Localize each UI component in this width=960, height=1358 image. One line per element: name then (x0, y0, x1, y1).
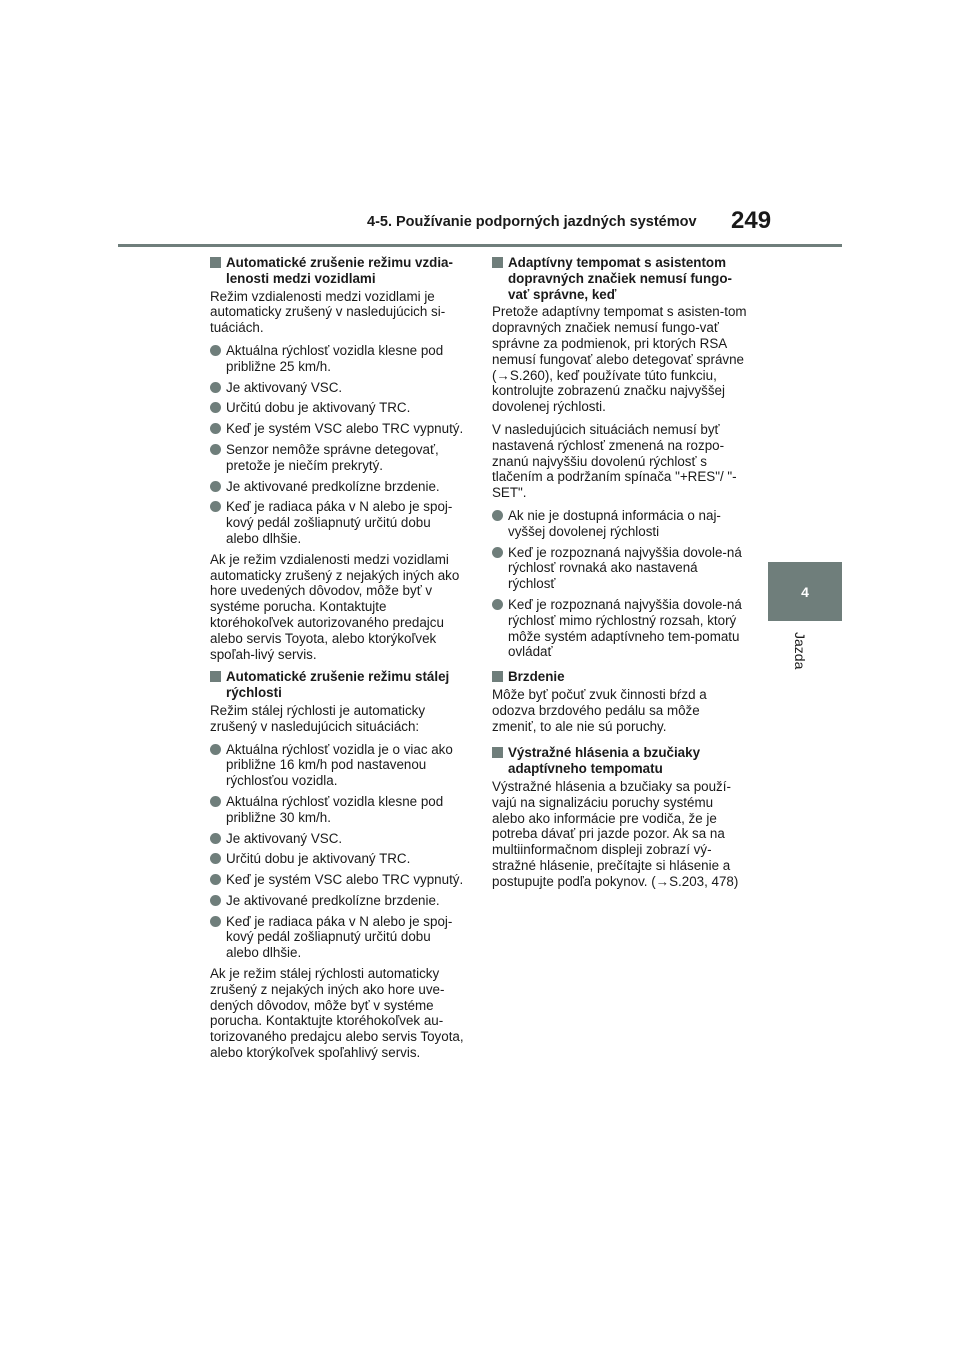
square-bullet-icon (492, 257, 503, 268)
circle-bullet-icon (492, 510, 503, 521)
section-heading (492, 669, 747, 685)
circle-bullet-icon (210, 895, 221, 906)
header-divider (118, 244, 842, 247)
paragraph: Režim stálej rýchlosti je automaticky zrušený v nasledujúcich situáciách: (210, 702, 426, 734)
square-bullet-icon (492, 671, 503, 682)
square-bullet-icon (210, 257, 221, 268)
circle-bullet-icon (210, 501, 221, 512)
chapter-tab-label: Jazda (792, 632, 808, 670)
list-item-text: Keď je rozpoznaná najvyššia dovole-ná rýchlosť mimo rýchlostný rozsah, ktorý môže systém adaptívneho tem-pomatu ovládať (508, 596, 742, 660)
square-bullet-icon (210, 671, 221, 682)
list-item (210, 872, 465, 888)
list-item (210, 343, 465, 375)
circle-bullet-icon (492, 547, 503, 558)
list-item (210, 851, 465, 867)
list-item (210, 914, 465, 961)
list-item-text: Aktuálna rýchlosť vozidla klesne pod približne 25 km/h. (226, 342, 444, 374)
heading-text: Automatické zrušenie režimu stálej rýchlosti (226, 669, 450, 701)
list-item (210, 794, 465, 826)
paragraph: Ak je režim stálej rýchlosti automaticky zrušený z nejakých iných ako hore uve-dených dôvodov, môže byť v systéme porucha. Kontaktujte ktoréhokoľvek au-torizovaného predajcu alebo servis Toyota, alebo ktorýkoľvek spoľahlivý servis. (210, 966, 464, 1061)
circle-bullet-icon (210, 874, 221, 885)
list-item (210, 442, 465, 474)
heading-text: Automatické zrušenie režimu vzdia-lenosti medzi vozidlami (226, 255, 453, 286)
section-heading (492, 255, 747, 302)
list-item-text: Ak nie je dostupná informácia o naj-vyššej dovolenej rýchlosti (508, 507, 721, 539)
list-item-text: Je aktivovaný VSC. (226, 379, 343, 395)
list-item-text: Je aktivované predkolízne brzdenie. (226, 478, 440, 494)
paragraph: Pretože adaptívny tempomat s asisten-tom dopravných značiek nemusí fungo-vať správne za podmienok, pri ktorých RSA nemusí fungovať alebo detegovať správne (→S.260), keď používate túto funkciu, kontrolujte zobrazenú značku najvyššej dovolenej rýchlosti. (492, 304, 747, 415)
heading-text: Brzdenie (508, 669, 565, 685)
page-number: 249 (731, 207, 772, 234)
list-item (492, 597, 747, 660)
paragraph: Môže byť počuť zvuk činnosti bŕzd a odozva brzdového pedálu sa môže zmeniť, to ale nie sú poruchy. (492, 686, 707, 734)
circle-bullet-icon (210, 481, 221, 492)
list-item (210, 421, 465, 437)
list-item-text: Keď je systém VSC alebo TRC vypnutý. (226, 872, 464, 888)
chapter-tab-number: 4 (801, 583, 809, 600)
list-item-text: Keď je radiaca páka v N alebo je spoj-kový pedál zošliapnutý určitú dobu alebo dlhšie. (226, 913, 453, 961)
circle-bullet-icon (210, 916, 221, 927)
paragraph: Režim vzdialenosti medzi vozidlami je automaticky zrušený v nasledujúcich si-tuáciách. (210, 288, 446, 336)
list-item-text: Keď je systém VSC alebo TRC vypnutý. (226, 421, 464, 437)
list-item (492, 508, 747, 540)
circle-bullet-icon (210, 402, 221, 413)
circle-bullet-icon (210, 833, 221, 844)
list-item-text: Je aktivovaný VSC. (226, 830, 343, 846)
section-heading (492, 745, 747, 777)
list-item (210, 380, 465, 396)
section-title: 4-5. Používanie podporných jazdných systémov (367, 214, 697, 230)
heading-text: Adaptívny tempomat s asistentom dopravných značiek nemusí fungo-vať správne, keď (508, 255, 732, 302)
list-item-text: Keď je rozpoznaná najvyššia dovole-ná rýchlosť rovnaká ako nastavená rýchlosť (508, 544, 742, 592)
paragraph: Výstražné hlásenia a bzučiaky sa použí-vajú na signalizáciu poruchy systému alebo ako informácie pre vodiča, že je potreba dávať pri jazde pozor. Ak sa na multiinformačnom displeji zobrazí vý-stražné hlásenie, prečítajte si hlásenie a postupujte podľa pokynov. (→S.203, 478) (492, 778, 739, 889)
right-column (492, 255, 747, 896)
list-item (210, 742, 465, 789)
circle-bullet-icon (492, 599, 503, 610)
circle-bullet-icon (210, 853, 221, 864)
circle-bullet-icon (210, 744, 221, 755)
circle-bullet-icon (210, 382, 221, 393)
list-item-text: Keď je radiaca páka v N alebo je spoj-kový pedál zošliapnutý určitú dobu alebo dlhšie. (226, 499, 453, 546)
list-item-text: Aktuálna rýchlosť vozidla klesne pod približne 30 km/h. (226, 793, 444, 825)
list-item-text: Aktuálna rýchlosť vozidla je o viac ako približne 16 km/h pod nastavenou rýchlosťou vozidla. (226, 741, 453, 789)
list-item (210, 479, 465, 495)
section-heading (210, 669, 465, 701)
list-item (210, 831, 465, 847)
chapter-tab (768, 562, 842, 621)
list-item-text: Je aktivované predkolízne brzdenie. (226, 892, 440, 908)
list-item (210, 893, 465, 909)
section-heading (210, 255, 465, 287)
circle-bullet-icon (210, 796, 221, 807)
square-bullet-icon (492, 747, 503, 758)
list-item-text: Určitú dobu je aktivovaný TRC. (226, 851, 411, 867)
circle-bullet-icon (210, 423, 221, 434)
paragraph: Ak je režim vzdialenosti medzi vozidlami automaticky zrušený z nejakých iných ako hore uvedených dôvodov, môže byť v systéme porucha. Kontaktujte ktoréhokoľvek autorizovaného predajcu alebo servis Toyota, alebo ktorýkoľvek spoľah-livý servis. (210, 551, 460, 662)
heading-text: Výstražné hlásenia a bzučiaky adaptívneho tempomatu (508, 745, 701, 777)
list-item (210, 400, 465, 416)
circle-bullet-icon (210, 345, 221, 356)
left-column (210, 255, 465, 1068)
circle-bullet-icon (210, 444, 221, 455)
paragraph: V nasledujúcich situáciách nemusí byť nastavená rýchlosť zmenená na rozpo-znanú najvyššiu dovolenú rýchlosť s tlačením a podržaním spínača "+RES"/ "-SET". (492, 421, 737, 501)
list-item (492, 545, 747, 592)
list-item-text: Určitú dobu je aktivovaný TRC. (226, 400, 411, 416)
list-item (210, 499, 465, 546)
list-item-text: Senzor nemôže správne detegovať, pretože je niečím prekrytý. (226, 441, 439, 473)
